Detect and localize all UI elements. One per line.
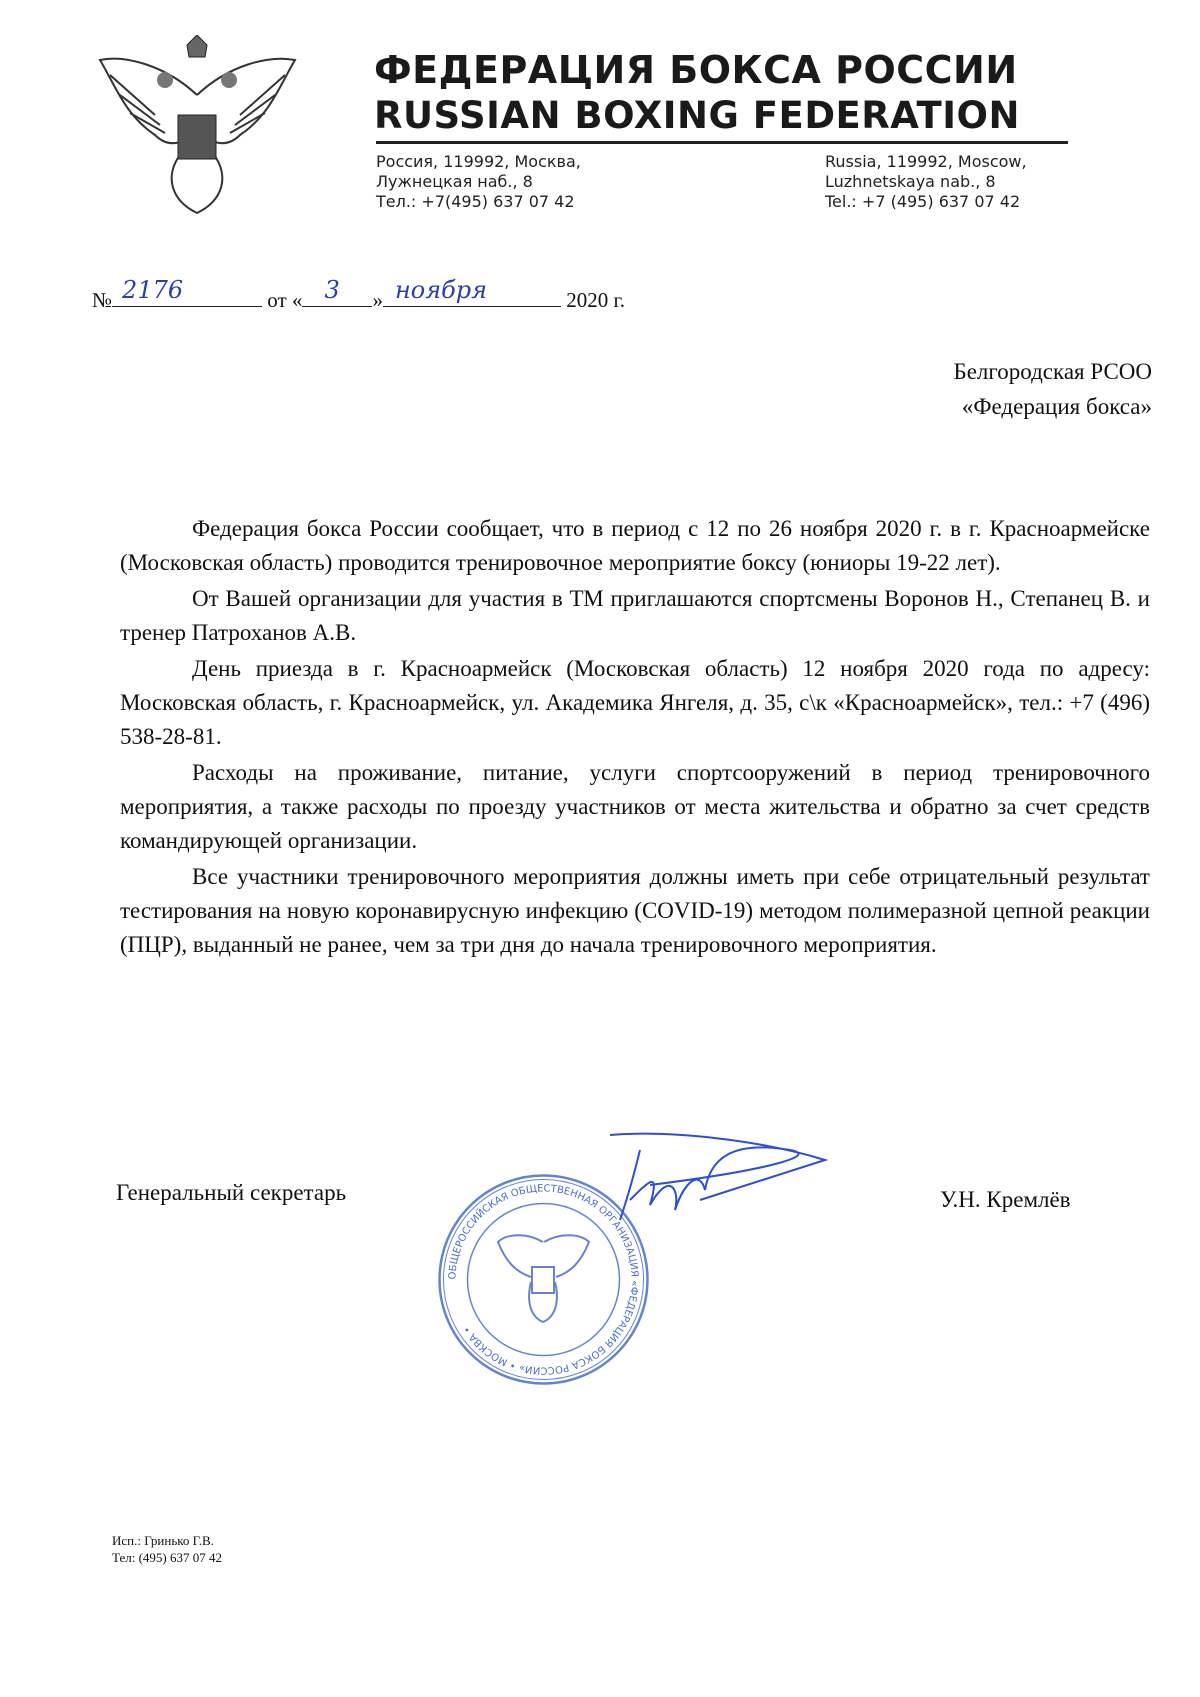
day-field	[302, 276, 372, 307]
address-ru	[376, 152, 581, 212]
address-phone: Тел.: +7(495) 637 07 42	[376, 192, 575, 211]
stamp-text: ОБЩЕРОССИЙСКАЯ ОБЩЕСТВЕННАЯ ОРГАНИЗАЦИЯ «ФЕДЕРАЦИЯ БОКСА РОССИИ» • МОСКВА •	[447, 1183, 640, 1376]
paragraph: День приезда в г. Красноармейск (Московская область) 12 ноября 2020 года по адресу: Московская область, г. Красноармейск, ул. Академика Янгеля, д. 35, с\к «Красноармейск», тел.: +7 (496) 538-28-81.	[120, 656, 1150, 749]
number-field	[112, 276, 262, 307]
address-en	[825, 152, 1027, 212]
letterhead-title-ru: ФЕДЕРАЦИЯ БОКСА РОССИИ	[374, 48, 1018, 92]
handwritten-day: 3	[324, 276, 340, 304]
paragraph: Все участники тренировочного мероприятия должны иметь при себе отрицательный результат тестирования на новую коронавирусную инфекцию (COVID-19) методом полимеразной цепной реакции (ПЦР), выданный не ранее, чем за три дня до начала тренировочного мероприятия.	[120, 864, 1150, 957]
signatory-name: У.Н. Кремлёв	[940, 1187, 1071, 1212]
addressee-line: «Федерация бокса»	[961, 394, 1152, 419]
address-line: Россия, 119992, Москва,	[376, 152, 581, 171]
letterhead-title-en: RUSSIAN BOXING FEDERATION	[374, 94, 1020, 137]
executor-phone: Тел: (495) 637 07 42	[112, 1550, 222, 1565]
from-label: от «	[267, 288, 303, 312]
reference-line	[92, 276, 625, 313]
address-line: Лужнецкая наб., 8	[376, 172, 533, 191]
paragraph: Федерация бокса России сообщает, что в период с 12 по 26 ноября 2020 г. в г. Красноармейске (Московская область) проводится тренировочное мероприятие боксу (юниоры 19-22 лет).	[120, 516, 1150, 575]
handwritten-month: ноября	[394, 276, 488, 304]
address-line: Luzhnetskaya nab., 8	[825, 172, 996, 191]
month-field	[383, 276, 561, 307]
executor-name: Исп.: Гринько Г.В.	[112, 1533, 214, 1548]
year-label: 2020 г.	[566, 288, 625, 312]
handwritten-number: 2176	[122, 276, 184, 304]
address-line: Russia, 119992, Moscow,	[825, 152, 1027, 171]
paragraph: От Вашей организации для участия в ТМ приглашаются спортсмены Воронов Н., Степанец В. и тренер Патроханов А.В.	[120, 586, 1150, 645]
footer-executor	[112, 1532, 222, 1566]
coat-of-arms-emblem	[95, 35, 300, 215]
quote-close: »	[372, 288, 383, 312]
letterhead-divider	[376, 141, 1068, 144]
signatory-title: Генеральный секретарь	[116, 1180, 347, 1205]
number-label: №	[92, 288, 113, 312]
letter-body	[120, 512, 1150, 964]
address-phone: Tel.: +7 (495) 637 07 42	[825, 192, 1021, 211]
paragraph: Расходы на проживание, питание, услуги спортсооружений в период тренировочного мероприятия, а также расходы по проезду участников от места жительства и обратно за счет средств командирующей организации.	[120, 760, 1150, 853]
addressee-line: Белгородская РСОО	[953, 359, 1152, 384]
handwritten-signature	[590, 1130, 830, 1230]
addressee	[954, 354, 1153, 424]
